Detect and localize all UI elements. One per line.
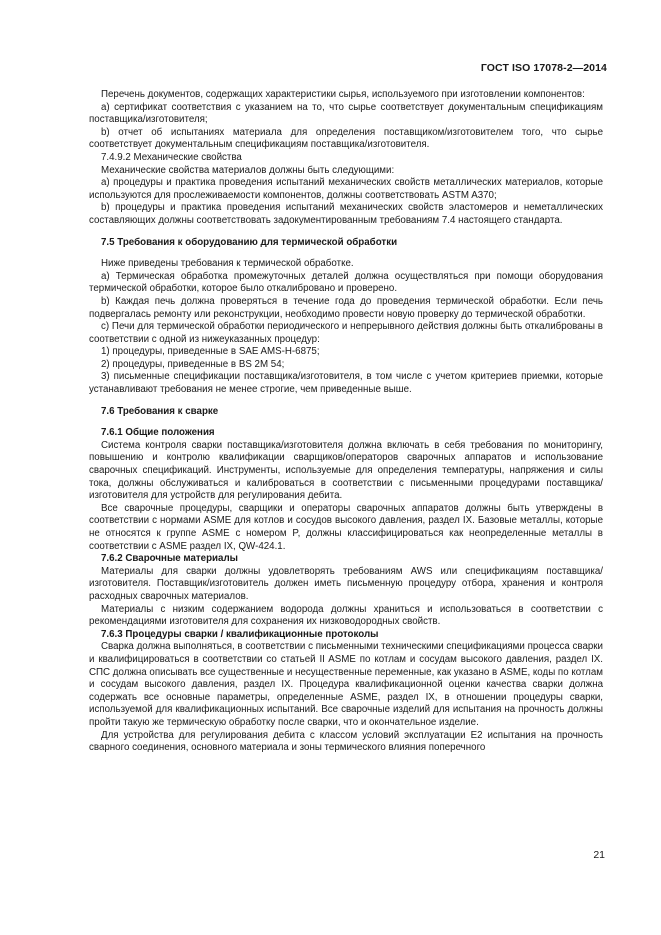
subsection-heading: 7.6.3 Процедуры сварки / квалификационные протоколы bbox=[101, 628, 379, 640]
paragraph: Все сварочные процедуры, сварщики и операторы сварочных аппаратов должны быть утверждены в соответствии с нормами ASME для котлов и сосудов высокого давления, раздел IX. Базовые металлы, которые не относятся к группе ASME с номером P, должны классифицироваться как неопределенные металлы в соответствии с ASME раздел IX, QW-424.1. bbox=[89, 502, 603, 552]
section-heading: 7.6 Требования к сварке bbox=[101, 405, 219, 417]
list-item: 3) письменные спецификации поставщика/изготовителя, в том числе с учетом критериев приемки, которые устанавливают требования не менее строгие, чем приведенные выше. bbox=[89, 371, 603, 396]
paragraph: Механические свойства материалов должны быть следующими: bbox=[101, 164, 395, 176]
list-item: a) сертификат соответствия с указанием на то, что сырье соответствует документальным спецификациям поставщика/изготовителя; bbox=[89, 101, 603, 126]
list-item: 2) процедуры, приведенные в BS 2M 54; bbox=[101, 358, 285, 370]
list-item: b) процедуры и практика проведения испытаний механических свойств эластомеров и неметаллических составляющих должны соответствовать задокументированным требованиям 7.4 настоящего стандарта. bbox=[89, 202, 603, 226]
list-item: c) Печи для термической обработки периодического и непрерывного действия должны быть откалиброваны в соответствии с одной из нижеуказанных процедур: bbox=[89, 321, 603, 345]
page-number: 21 bbox=[593, 849, 605, 861]
paragraph: Для устройства для регулирования дебита с классом условий эксплуатации E2 испытания на прочность сварного соединения, основного материала и зоны термического влияния поперечного bbox=[89, 729, 603, 754]
paragraph: Сварка должна выполняться, в соответствии с письменными техническими спецификациями процесса сварки и квалифицироваться в соответствии со статьей II ASME по котлам и сосудам высокого давления, раздел IX. СПС должна описывать все существенные и несущественные переменные, как указано в ASME, коды по котлам и сосудам высокого давления, раздел IX. Процедура квалификационной оценки качества сварки должна содержать все основные параметры, определенные ASME, раздел IX, в отношении процедуры сварки, используемой для квалификационных испытаний. Все сварочные изделий для испытания на прочность должны пройти такую же термическую обработку после сварки, что и окончательное изделие. bbox=[89, 641, 603, 728]
list-item: b) Каждая печь должна проверяться в течение года до проведения термической обработки. Если печь подвергалась ремонту или реконструкции, необходимо провести новую проверку до термической обработки. bbox=[89, 295, 603, 320]
standard-code: ГОСТ ISO 17078-2—2014 bbox=[480, 62, 607, 74]
document-body bbox=[89, 89, 603, 755]
paragraph: Перечень документов, содержащих характеристики сырья, используемого при изготовлении компонентов: bbox=[101, 89, 585, 100]
subsection-heading: 7.6.2 Сварочные материалы bbox=[101, 553, 238, 565]
paragraph: Ниже приведены требования к термической обработке. bbox=[101, 258, 354, 270]
subsection-heading: 7.4.9.2 Механические свойства bbox=[101, 151, 242, 163]
paragraph: Материалы для сварки должны удовлетворять требованиям AWS или спецификациям поставщика/изготовителя. Поставщик/изготовитель должен иметь письменную процедуру отбора, хранения и контроля расходных сварочных материалов. bbox=[89, 565, 603, 602]
section-heading: 7.5 Требования к оборудованию для термической обработки bbox=[101, 236, 398, 248]
list-item: b) отчет об испытаниях материала для определения поставщиком/изготовителем того, что сырье соответствует документальным спецификациям поставщика/изготовителя. bbox=[89, 126, 603, 151]
paragraph: Система контроля сварки поставщика/изготовителя должна включать в себя требования по мониторингу, повышению и контролю квалификации сварщиков/операторов сварочных аппаратов и использование сварочных спецификаций. Инструменты, используемые для определения температуры, напряжения и силы тока, должны обслуживаться и калиброваться в соответствии с письменными процедурами поставщика/изготовителя для устройств для регулирования дебита. bbox=[89, 439, 603, 502]
list-item: a) Термическая обработка промежуточных деталей должна осуществляться при помощи оборудования термической обработки, которое было откалибровано и проверено. bbox=[89, 270, 603, 295]
paragraph: Материалы с низким содержанием водорода должны храниться и использоваться в соответствии с рекомендациями изготовителя для сохранения их низководородных свойств. bbox=[89, 603, 603, 628]
list-item: a) процедуры и практика проведения испытаний механических свойств металлических материалов, которые используются для прослеживаемости компонентов, должны соответствовать ASTM A370; bbox=[89, 177, 603, 201]
list-item: 1) процедуры, приведенные в SAE AMS-H-6875; bbox=[101, 346, 320, 358]
subsection-heading: 7.6.1 Общие положения bbox=[101, 427, 215, 439]
